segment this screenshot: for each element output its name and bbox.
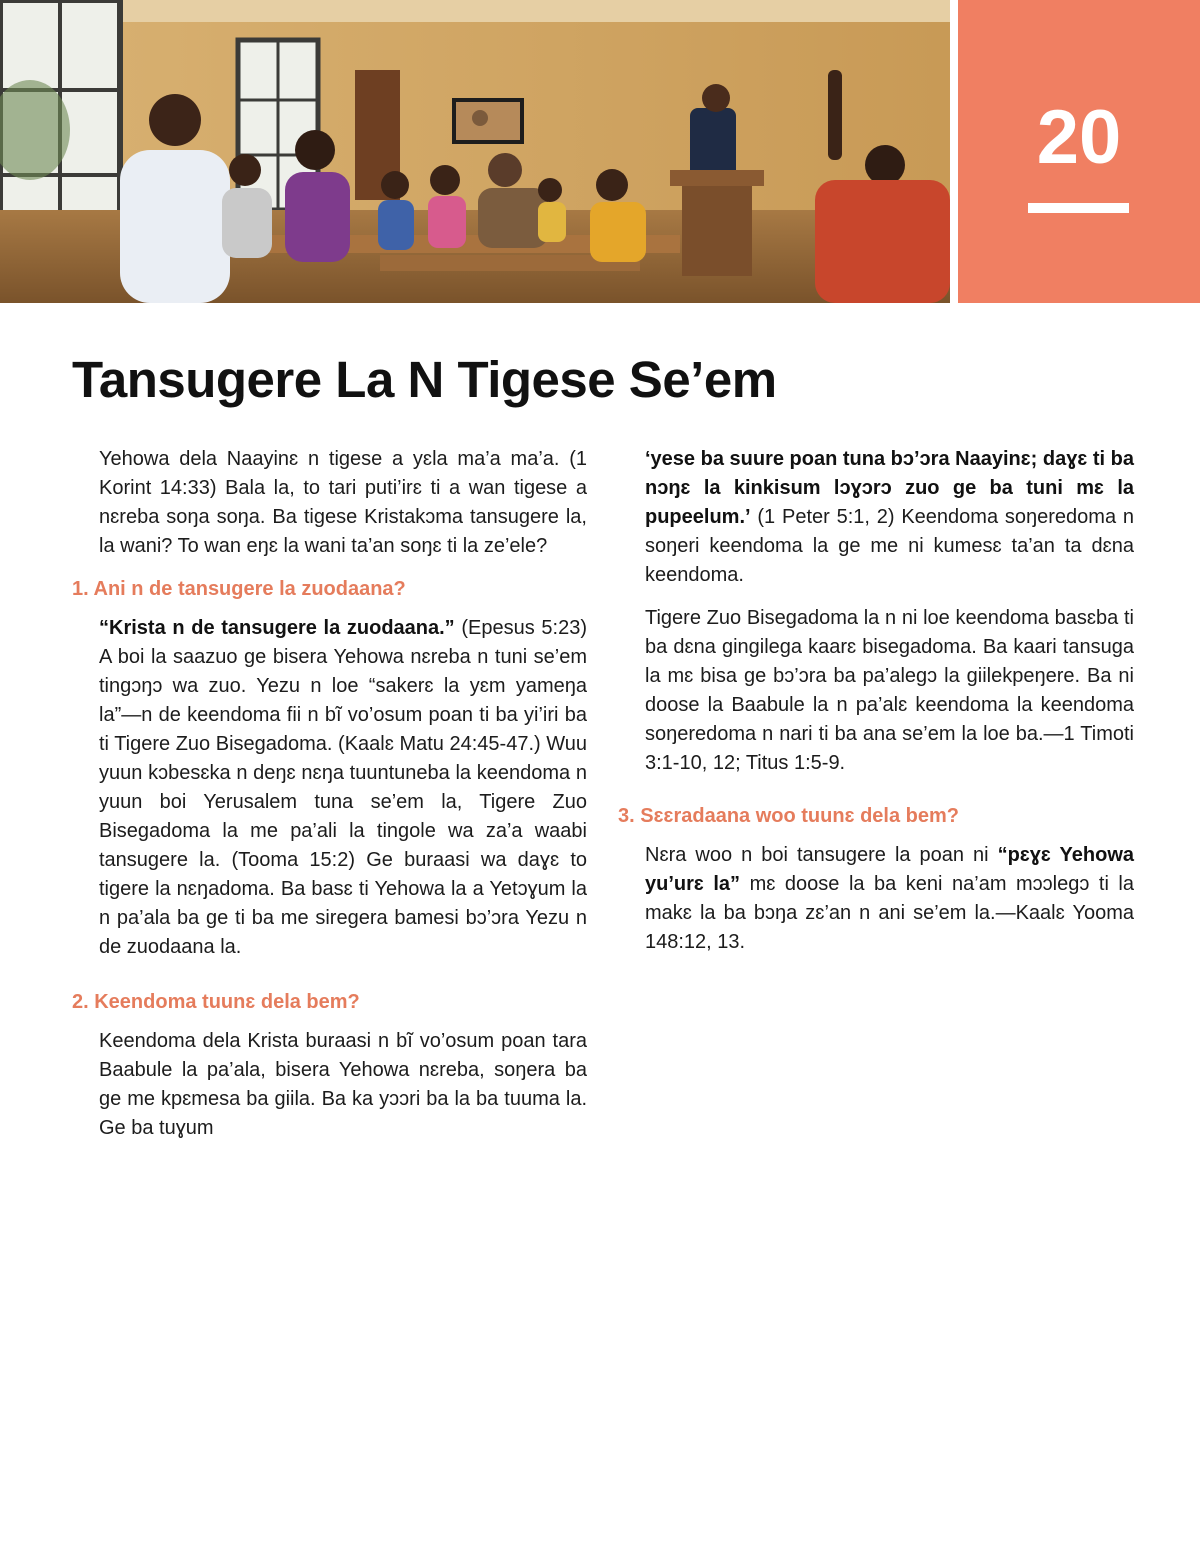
section-2-text-cont: (1 Peter 5:1, 2) Keendoma soŋeredoma n soŋeri keendoma la ge me ni kumesɛ ta’an ta dɛna keendoma. — [645, 506, 1134, 586]
section-1-bold-quote: “Krista n de tansugere la zuodaana.” — [99, 617, 455, 639]
section-2-text-start: Keendoma dela Krista buraasi n bĩ vo’osum poan tara Baabule la pa’ala, bisera Yehowa nɛreba, soŋera ba ge me kpɛmesa ba giila. Ba ka yɔɔri ba la ba tuuma la. Ge ba tuɣum — [99, 1030, 587, 1139]
section-3-text-start: Nɛra woo n boi tansugere la poan ni — [645, 844, 998, 866]
badge-underline — [1028, 203, 1129, 213]
section-3-paragraph — [618, 841, 1134, 957]
section-3-heading: 3. Sɛɛradaana woo tuunɛ dela bem? — [618, 805, 959, 827]
section-3-bold-quote: “pɛɣɛ Yehowa yu’urɛ la” — [645, 844, 1134, 895]
section-2-heading: 2. Keendoma tuunɛ dela bem? — [72, 991, 360, 1013]
section-3-text-end: mɛ doose la ba keni na’am mɔɔlegɔ ti la makɛ la ba bɔŋa zɛ’an n ani se’em la.—Kaalɛ Yooma 148:12, 13. — [645, 873, 1134, 953]
section-2-paragraph-cont — [618, 445, 1134, 590]
congregation-meeting-illustration — [0, 0, 950, 303]
right-column — [618, 445, 1134, 971]
hero-photo — [0, 0, 950, 303]
page-title: Tansugere La N Tigese Se’em — [72, 351, 777, 408]
left-column — [72, 445, 587, 1139]
section-1-paragraph — [72, 614, 587, 962]
section-1-text: (Epesus 5:23) A boi la saazuo ge bisera Yehowa nɛreba n tuni se’em tingɔŋɔ wa zuo. Yezu n loe “sakerɛ la yɛm yameŋa la”—n de keendoma fii n bĩ vo’osum poan ti ba yi’iri ba ti Tigere Zuo Bisegadoma. (Kaalɛ Matu 24:45-47.) Wuu yuun kɔbesɛka n deŋɛ nɛŋa tuuntuneba la keendoma n yuun boi Yerusalem tuna se’em la, Tigere Zuo Bisegadoma la me pa’ali la tingole wa za’a waabi tansugere la. (Tooma 15:2) Ge buraasi wa daɣɛ to tigere la nɛŋadoma. Ba basɛ ti Yehowa la a Yetɔɣum la n pa’ala ba ge ti ba me siregera bamesi bɔ’ɔra Yezu n de zuodaana la. — [99, 617, 587, 958]
section-2-paragraph-start — [72, 1027, 587, 1139]
section-2-paragraph-2: Tigere Zuo Bisegadoma la n ni loe keendoma basɛba ti ba dɛna gingilega kaarɛ bisegadoma. Ba kaari tansuga la mɛ bisa ge bɔ’ɔra ba pa’alegɔ la giilekpeŋere. Ba ni doose la Baabule la n pa’alɛ keendoma la keendoma soŋeredoma n nari ti ba ana se’em la loe ba.—1 Timoti 3:1-10, 12; Titus 1:5-9. — [645, 607, 1134, 774]
section-2-bold-quote: ‘yese ba suure poan tuna bɔ’ɔra Naayinɛ; daɣɛ ti ba nɔŋɛ la kinkisum lɔɣɔrɔ zuo ge ba tuni mɛ la pupeelum.’ — [645, 448, 1134, 528]
lesson-number: 20 — [1036, 95, 1122, 180]
video-screen — [452, 98, 524, 144]
section-1-heading: 1. Ani n de tansugere la zuodaana? — [72, 578, 406, 600]
intro-paragraph: Yehowa dela Naayinɛ n tigese a yɛla ma’a ma’a. (1 Korint 14:33) Bala la, to tari puti’irɛ ti a wan tigese a nɛreba soŋa soŋa. Ba tigese Kristakɔma tansugere la, la wani? To wan eŋɛ la wani ta’an soŋɛ ti la ze’ele? — [99, 448, 587, 557]
lesson-number-badge — [958, 0, 1200, 303]
